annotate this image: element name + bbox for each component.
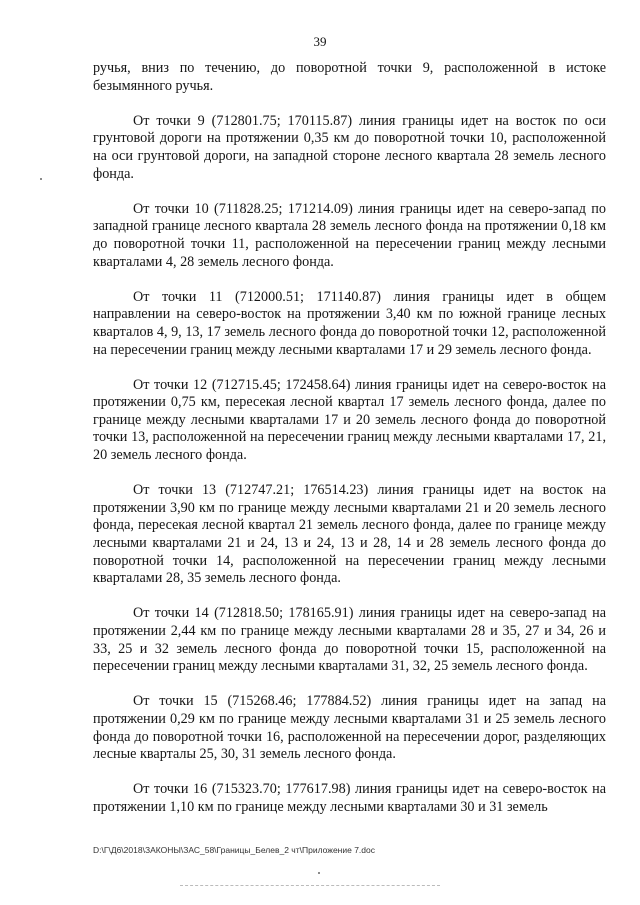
paragraph: От точки 9 (712801.75; 170115.87) линия границы идет на восток по оси грунтовой дороги на протяжении 0,35 км до поворотной точки 10, расположенной на оси грунтовой дороги, на западной стороне лесного квартала 28 земель лесного фонда. (93, 112, 606, 182)
page-number: 39 (313, 34, 327, 49)
paragraph: От точки 10 (711828.25; 171214.09) линия границы идет на северо-запад по западной границе лесного квартала 28 земель лесного фонда на протяжении 0,18 км до поворотной точки 11, расположенной на пересечении границ между лесными кварталами 4, 28 земель лесного фонда. (93, 200, 606, 270)
paragraph: От точки 13 (712747.21; 176514.23) линия границы идет на восток на протяжении 3,90 км по границе между лесными кварталами 21 и 20 земель лесного фонда, пересекая лесной квартал 21 земель лесного фонда, далее по границе между лесными кварталами 21 и 24, 13 и 24, 13 и 28, 14 и 28 земель лесного фонда до поворотной точки 14, расположенной на пересечении границ между лесными кварталами 28, 35 земель лесного фонда. (93, 482, 606, 587)
footer-file-path: D:\Г\Д6\2018\ЗАКОНЫ\ЗАС_58\Границы_Белев_2 чт\Приложение 7.doc (93, 845, 375, 855)
scan-artifact-line (180, 885, 440, 887)
document-body (93, 60, 606, 834)
paragraph: От точки 12 (712715.45; 172458.64) линия границы идет на северо-восток на протяжении 0,75 км, пересекая лесной квартал 17 земель лесного фонда, далее по границе между лесными кварталами 17 и 20 земель лесного фонда до поворотной точки 13, расположенной на пересечении границ между лесными кварталами 17, 21, 20 земель лесного фонда. (93, 376, 606, 464)
paragraph: От точки 14 (712818.50; 178165.91) линия границы идет на северо-запад на протяжении 2,44 км по границе между лесными кварталами 28 и 35, 27 и 34, 26 и 33, 25 и 32 земель лесного фонда до поворотной точки 15, расположенной на пересечении границ между лесными кварталами 31, 32, 25 земель лесного фонда. (93, 605, 606, 675)
scan-artifact (40, 178, 42, 180)
paragraph: ручья, вниз по течению, до поворотной точки 9, расположенной в истоке безымянного ручья. (93, 60, 606, 94)
paragraph: От точки 11 (712000.51; 171140.87) линия границы идет в общем направлении на северо-восток на протяжении 3,40 км по южной границе лесных кварталов 4, 9, 13, 17 земель лесного фонда до поворотной точки 12, расположенной на пересечении границ между лесными кварталами 17 и 29 земель лесного фонда. (93, 288, 606, 358)
paragraph: От точки 15 (715268.46; 177884.52) линия границы идет на запад на протяжении 0,29 км по границе между лесными кварталами 31 и 25 земель лесного фонда до поворотной точки 16, расположенной на пересечении дорог, разделяющих лесные кварталы 25, 30, 31 земель лесного фонда. (93, 693, 606, 763)
scan-artifact (318, 872, 320, 874)
paragraph: От точки 16 (715323.70; 177617.98) линия границы идет на северо-восток на протяжении 1,10 км по границе между лесными кварталами 30 и 31 земель (93, 781, 606, 815)
